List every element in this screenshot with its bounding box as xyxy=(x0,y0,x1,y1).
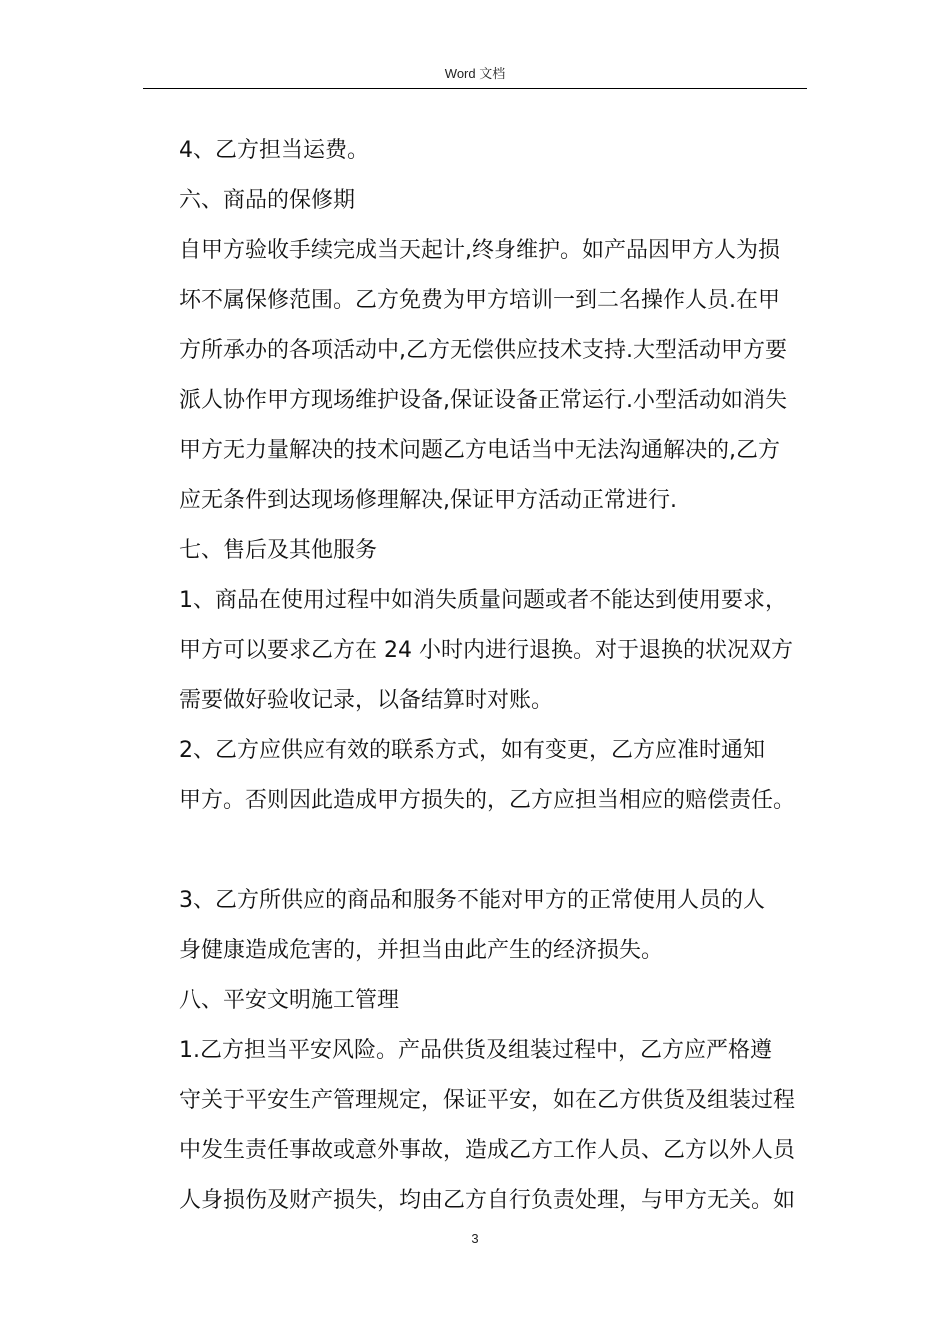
text-line: 八、平安文明施工管理 xyxy=(179,988,400,1013)
paragraph-item-3-health xyxy=(179,876,809,976)
text-line: 坏不属保修范围。乙方免费为甲方培训一到二名操作人员.在甲 xyxy=(179,288,780,313)
text-line: 身健康造成危害的，并担当由此产生的经济损失。 xyxy=(179,938,664,963)
text-line: 人身损伤及财产损失，均由乙方自行负责处理，与甲方无关。如 xyxy=(179,1188,796,1213)
text-line: 4、乙方担当运费。 xyxy=(179,138,369,163)
text-line: 应无条件到达现场修理解决,保证甲方活动正常进行. xyxy=(179,488,677,513)
text-line: 1.乙方担当平安风险。产品供货及组装过程中，乙方应严格遵 xyxy=(179,1038,772,1063)
text-line: 六、商品的保修期 xyxy=(179,188,356,213)
paragraph-item-1-safety-risk xyxy=(179,1026,809,1226)
page-header: Word 文档 xyxy=(444,66,506,81)
blank-line xyxy=(179,826,809,876)
text-line: 1、商品在使用过程中如消失质量问题或者不能达到使用要求， xyxy=(179,588,787,613)
document-body xyxy=(179,126,809,1226)
paragraph-item-1-returns xyxy=(179,576,809,726)
paragraph-item-2-contact xyxy=(179,726,809,826)
header-divider xyxy=(143,88,807,89)
text-line: 中发生责任事故或意外事故，造成乙方工作人员、乙方以外人员 xyxy=(179,1138,796,1163)
section-heading-after-sales xyxy=(179,526,809,576)
text-line: 需要做好验收记录，以备结算时对账。 xyxy=(179,688,554,713)
text-line: 甲方无力量解决的技术问题乙方电话当中无法沟通解决的,乙方 xyxy=(179,438,780,463)
page-number: 3 xyxy=(471,1231,479,1246)
text-line: 自甲方验收手续完成当天起计,终身维护。如产品因甲方人为损 xyxy=(179,238,780,263)
paragraph-warranty-terms xyxy=(179,226,809,526)
section-heading-warranty xyxy=(179,176,809,226)
text-line: 甲方。否则因此造成甲方损失的，乙方应担当相应的赔偿责任。 xyxy=(179,788,796,813)
section-heading-safety xyxy=(179,976,809,1026)
text-line: 2、乙方应供应有效的联系方式，如有变更，乙方应准时通知 xyxy=(179,738,765,763)
text-line: 派人协作甲方现场维护设备,保证设备正常运行.小型活动如消失 xyxy=(179,388,787,413)
text-line: 七、售后及其他服务 xyxy=(179,538,378,563)
text-line: 甲方可以要求乙方在 24 小时内进行退换。对于退换的状况双方 xyxy=(179,638,793,663)
text-line: 3、乙方所供应的商品和服务不能对甲方的正常使用人员的人 xyxy=(179,888,765,913)
text-line: 方所承办的各项活动中,乙方无偿供应技术支持.大型活动甲方要 xyxy=(179,338,787,363)
text-line: 守关于平安生产管理规定，保证平安，如在乙方供货及组装过程 xyxy=(179,1088,796,1113)
paragraph-item-4-freight xyxy=(179,126,809,176)
